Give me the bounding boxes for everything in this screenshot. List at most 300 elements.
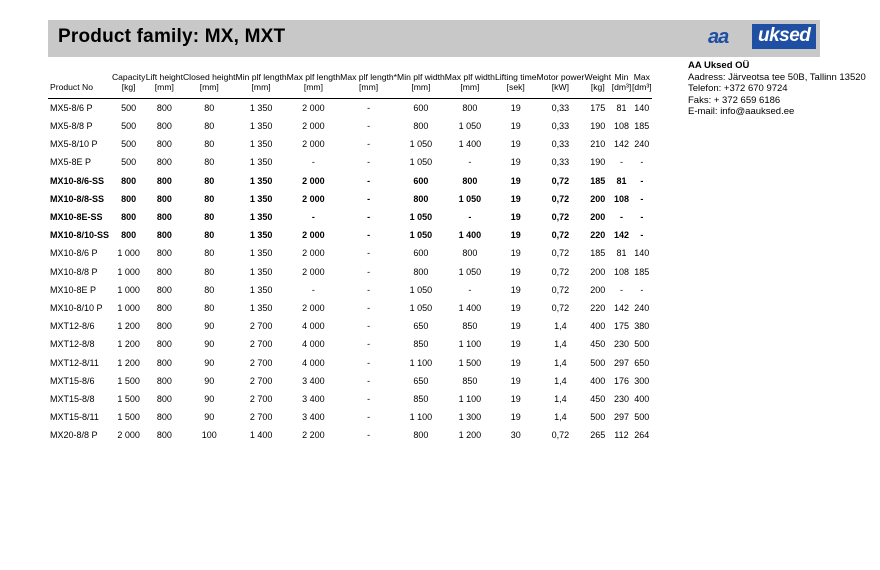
table-cell: 1 050 [409,230,433,241]
table-cell: 2 000 [302,302,325,313]
table-cell: 297 [613,357,629,368]
table-cell: 1 500 [458,357,482,368]
table-cell: 100 [201,430,217,441]
column-header-product-no: Product No [50,82,93,93]
table-row [48,335,652,353]
table-cell: 400 [590,321,606,332]
table-row [48,117,652,135]
table-cell: 4 000 [302,321,325,332]
cell-product-no: MX10-8/10-SS [50,230,110,241]
table-cell: 0,72 [551,430,570,441]
cell-product-no: MXT12-8/8 [50,339,95,350]
table-cell: 80 [204,157,215,168]
table-cell: 80 [204,302,215,313]
table-cell: 800 [462,102,478,113]
table-cell: - [640,193,644,204]
table-cell: - [468,212,472,223]
table-cell: 0,72 [551,266,570,277]
table-cell: - [640,212,644,223]
table-cell: 1 200 [117,357,140,368]
table-cell: - [367,121,371,132]
table-cell: - [619,212,623,223]
table-cell: - [367,302,371,313]
table-cell: 0,72 [551,284,570,295]
table-cell: 1 050 [458,266,482,277]
table-cell: - [367,430,371,441]
table-cell: 2 700 [249,375,273,386]
table-cell: 19 [510,302,521,313]
company-name: AA Uksed OÜ [688,60,750,71]
table-cell: - [367,212,371,223]
cell-product-no: MX10-8/10 P [50,302,103,313]
table-cell: 1 500 [117,375,140,386]
table-cell: 1 100 [409,357,433,368]
table-cell: - [311,284,315,295]
table-cell: 450 [590,339,606,350]
table-header [48,72,652,98]
table-cell: 19 [510,375,521,386]
table-cell: 19 [510,157,521,168]
logo-wordmark: uksed [752,24,816,49]
table-cell: 200 [590,284,606,295]
table-cell: 1,4 [554,321,567,332]
table-cell: 800 [121,193,137,204]
table-cell: 300 [634,375,650,386]
table-cell: 800 [156,212,172,223]
table-cell: 2 700 [249,393,273,404]
column-header-capacity: Capacity [kg] [111,72,146,93]
table-cell: 2 700 [249,357,273,368]
company-address: Aadress: Järveotsa tee 50B, Tallinn 13520 [688,71,866,83]
cell-product-no: MX10-8E P [50,284,97,295]
table-cell: 500 [590,357,606,368]
cell-product-no: MX10-8/8-SS [50,193,105,204]
cell-product-no: MX10-8/6 P [50,248,98,259]
table-header-row [48,72,652,95]
table-row [48,299,652,317]
table-cell: 264 [634,430,650,441]
table-cell: 80 [204,121,215,132]
table-cell: 3 400 [302,375,325,386]
table-cell: 2 700 [249,339,273,350]
table-cell: 220 [590,302,606,313]
table-cell: 80 [204,230,215,241]
table-cell: 1 200 [458,430,482,441]
table-cell: - [367,139,371,150]
table-cell: - [367,157,371,168]
table-cell: 175 [613,321,629,332]
table-cell: 0,72 [551,175,570,186]
table-cell: 142 [613,230,629,241]
table-cell: 1 350 [249,212,273,223]
table-cell: 81 [616,248,627,259]
table-cell: 140 [634,248,650,259]
table-row [48,98,652,117]
table-cell: 200 [590,212,606,223]
table-cell: - [367,266,371,277]
table-cell: 90 [204,339,215,350]
table-cell: 500 [121,121,137,132]
product-specification-table [48,72,652,444]
column-header-lifting-time: Lifting time [sek] [494,72,537,93]
table-cell: 19 [510,321,521,332]
table-cell: 500 [121,157,137,168]
table-cell: 80 [204,193,215,204]
table-cell: 0,33 [551,102,570,113]
table-cell: 800 [156,102,172,113]
table-cell: 800 [462,248,478,259]
table-cell: 800 [156,302,172,313]
column-header-min-plf-width: Min plf width [mm] [397,72,445,93]
table-cell: 800 [413,266,429,277]
table-cell: - [468,284,472,295]
table-cell: 800 [156,175,172,186]
table-cell: 1 200 [117,321,140,332]
table-cell: 185 [634,121,650,132]
table-cell: 2 000 [302,175,325,186]
table-cell: 4 000 [302,339,325,350]
table-row [48,281,652,299]
table-cell: 850 [413,393,429,404]
table-cell: 400 [590,375,606,386]
table-cell: 2 000 [302,248,325,259]
table-cell: 142 [613,302,629,313]
table-cell: - [311,157,315,168]
logo-mark: aa [708,26,729,48]
table-cell: - [367,393,371,404]
table-cell: 380 [634,321,650,332]
table-cell: 800 [413,430,429,441]
table-cell: 800 [156,375,172,386]
table-cell: 140 [634,102,650,113]
table-cell: 800 [156,157,172,168]
table-cell: 19 [510,266,521,277]
cell-product-no: MX10-8/6-SS [50,175,105,186]
table-cell: 90 [204,393,215,404]
table-cell: 2 700 [249,321,273,332]
table-cell: 19 [510,102,521,113]
table-cell: 1 400 [249,430,273,441]
column-header-max-volume: Max [dm³] [632,72,652,93]
table-cell: 200 [590,266,606,277]
table-cell: 1 000 [117,302,140,313]
table-cell: 1,4 [554,339,567,350]
table-cell: 500 [590,412,606,423]
table-cell: 650 [413,375,429,386]
cell-product-no: MX5-8/8 P [50,121,93,132]
table-cell: 0,33 [551,139,570,150]
table-cell: 142 [613,139,629,150]
column-header-closed-height: Closed height [mm] [182,72,236,93]
table-cell: 2 000 [302,121,325,132]
table-cell: 81 [616,175,627,186]
table-cell: 19 [510,193,521,204]
table-cell: 240 [634,139,650,150]
table-cell: 240 [634,302,650,313]
table-cell: 80 [204,212,215,223]
table-cell: 19 [510,393,521,404]
table-cell: 850 [462,375,478,386]
table-cell: 400 [634,393,650,404]
table-cell: 19 [510,212,521,223]
table-cell: 650 [634,357,650,368]
table-cell: 800 [156,121,172,132]
table-cell: 0,72 [551,302,570,313]
table-cell: 500 [634,412,650,423]
table-cell: 1 350 [249,248,273,259]
table-cell: 1,4 [554,412,567,423]
table-cell: 19 [510,230,521,241]
column-header-lift-height: Lift height [mm] [145,72,183,93]
table-cell: 0,33 [551,157,570,168]
table-cell: - [367,375,371,386]
column-header-min-plf-length: Min plf length [mm] [235,72,287,93]
table-cell: 185 [590,175,606,186]
table-cell: 1 000 [117,266,140,277]
table-cell: 19 [510,357,521,368]
table-cell: 185 [634,266,650,277]
table-cell: 19 [510,412,521,423]
table-cell: 1 350 [249,175,273,186]
table-cell: 1 050 [409,157,433,168]
table-cell: 230 [613,339,629,350]
table-cell: 190 [590,157,606,168]
table-cell: 800 [121,230,137,241]
table-cell: 19 [510,175,521,186]
cell-product-no: MXT12-8/11 [50,357,99,368]
table-cell: 800 [121,175,137,186]
table-cell: 1 050 [409,212,433,223]
table-row [48,190,652,208]
table-cell: 1 100 [458,339,482,350]
table-row [48,244,652,262]
table-cell: 3 400 [302,412,325,423]
table-cell: 80 [204,284,215,295]
table-cell: 80 [204,266,215,277]
table-cell: 1 050 [409,302,433,313]
table-cell: 1 350 [249,284,273,295]
table-cell: 3 400 [302,393,325,404]
table-cell: 600 [413,248,429,259]
table-cell: 108 [613,266,629,277]
table-cell: 600 [413,175,429,186]
table-cell: - [640,157,644,168]
table-cell: 0,72 [551,248,570,259]
table-cell: - [311,212,315,223]
table-cell: 1 050 [409,139,433,150]
cell-product-no: MX5-8/6 P [50,102,93,113]
table-cell: 500 [121,102,137,113]
table-cell: 19 [510,339,521,350]
table-cell: 2 000 [302,266,325,277]
table-cell: 800 [156,248,172,259]
table-cell: 220 [590,230,606,241]
table-cell: 450 [590,393,606,404]
table-cell: - [619,157,623,168]
table-cell: 850 [462,321,478,332]
cell-product-no: MXT12-8/6 [50,321,95,332]
table-cell: - [367,321,371,332]
table-cell: - [367,193,371,204]
table-cell: 800 [156,139,172,150]
table-cell: 30 [510,430,521,441]
cell-product-no: MXT15-8/8 [50,393,95,404]
table-cell: 1 350 [249,266,273,277]
table-cell: 4 000 [302,357,325,368]
table-body [48,98,652,444]
table-cell: 2 000 [302,230,325,241]
table-cell: 500 [634,339,650,350]
column-header-motor-power: Motor power [kW] [536,72,585,93]
table-cell: 1 300 [458,412,482,423]
table-cell: 1 400 [458,230,482,241]
table-cell: 1 500 [117,393,140,404]
table-cell: 1 400 [458,302,482,313]
table-cell: 2 000 [302,139,325,150]
table-row [48,208,652,226]
table-cell: - [619,284,623,295]
table-cell: 1 350 [249,302,273,313]
table-cell: 19 [510,248,521,259]
table-cell: 90 [204,375,215,386]
table-cell: 2 700 [249,412,273,423]
table-cell: - [367,412,371,423]
table-row [48,172,652,190]
table-cell: 800 [156,412,172,423]
table-cell: 1 050 [458,193,482,204]
table-cell: 80 [204,175,215,186]
table-cell: 1 050 [458,121,482,132]
table-row [48,317,652,335]
table-cell: 800 [156,193,172,204]
table-row [48,153,652,171]
cell-product-no: MX5-8/10 P [50,139,98,150]
company-fax: Faks: + 372 659 6186 [688,94,781,106]
table-cell: - [468,157,472,168]
column-header-max-plf-width: Max plf width [mm] [444,72,495,93]
table-cell: 90 [204,412,215,423]
table-cell: 19 [510,139,521,150]
table-cell: 800 [156,339,172,350]
table-cell: - [367,102,371,113]
column-header-max-plf-length: Max plf length [mm] [286,72,341,93]
cell-product-no: MXT15-8/11 [50,412,99,423]
table-cell: 297 [613,412,629,423]
table-cell: 0,72 [551,193,570,204]
table-cell: 190 [590,121,606,132]
table-cell: - [640,284,644,295]
table-row [48,135,652,153]
table-cell: 108 [613,193,629,204]
table-cell: 1 050 [409,284,433,295]
table-cell: 1 100 [409,412,433,423]
table-cell: - [367,175,371,186]
table-cell: 175 [590,102,606,113]
table-cell: 800 [462,175,478,186]
table-cell: - [367,248,371,259]
table-row [48,353,652,371]
column-header-weight: Weight [kg] [584,72,612,93]
table-cell: 650 [413,321,429,332]
table-row [48,263,652,281]
company-email: E-mail: info@aauksed.ee [688,106,795,118]
cell-product-no: MX10-8E-SS [50,212,103,223]
table-cell: 1 350 [249,102,273,113]
table-cell: 800 [413,121,429,132]
table-cell: 1 200 [117,339,140,350]
table-cell: 112 [614,430,629,441]
table-cell: - [640,230,644,241]
table-cell: 230 [613,393,629,404]
table-cell: 1 350 [249,139,273,150]
table-cell: 1 350 [249,121,273,132]
cell-product-no: MX10-8/8 P [50,266,98,277]
table-cell: 176 [613,375,629,386]
table-cell: 800 [156,266,172,277]
cell-product-no: MXT15-8/6 [50,375,95,386]
table-cell: 500 [121,139,137,150]
table-cell: 19 [510,284,521,295]
table-cell: 2 000 [302,193,325,204]
table-cell: 0,72 [551,212,570,223]
table-row [48,372,652,390]
table-cell: 2 000 [302,102,325,113]
table-cell: 1 400 [458,139,482,150]
table-cell: 90 [204,321,215,332]
page-title: Product family: MX, MXT [58,26,286,47]
table-cell: 80 [204,248,215,259]
table-cell: 81 [616,102,627,113]
table-cell: 1 000 [117,284,140,295]
table-cell: 800 [156,393,172,404]
table-cell: 2 000 [117,430,140,441]
table-cell: 1 350 [249,193,273,204]
table-cell: 800 [156,230,172,241]
column-header-max-plf-length-alt: Max plf length* [mm] [340,72,398,93]
table-cell: 600 [413,102,429,113]
table-cell: 800 [156,321,172,332]
table-cell: - [367,357,371,368]
table-cell: 108 [613,121,629,132]
table-cell: 1 500 [117,412,140,423]
company-logo [708,24,828,52]
table-cell: 1 350 [249,157,273,168]
table-cell: 1 100 [458,393,482,404]
table-cell: 850 [413,339,429,350]
table-cell: 200 [590,193,606,204]
table-cell: 185 [590,248,606,259]
table-cell: 1,4 [554,357,567,368]
company-contact-block [688,60,866,118]
table-cell: - [367,230,371,241]
table-cell: 80 [204,139,215,150]
table-cell: - [640,175,644,186]
table-row [48,408,652,426]
table-row [48,226,652,244]
table-cell: 0,72 [551,230,570,241]
company-phone: Telefon: +372 670 9724 [688,83,788,95]
table-cell: 210 [590,139,606,150]
table-cell: 1 350 [249,230,273,241]
table-cell: 80 [204,102,215,113]
table-cell: 265 [590,430,606,441]
table-cell: - [367,339,371,350]
table-cell: 800 [121,212,137,223]
table-cell: - [367,284,371,295]
table-cell: 1,4 [554,375,567,386]
table-cell: 800 [413,193,429,204]
table-row [48,390,652,408]
